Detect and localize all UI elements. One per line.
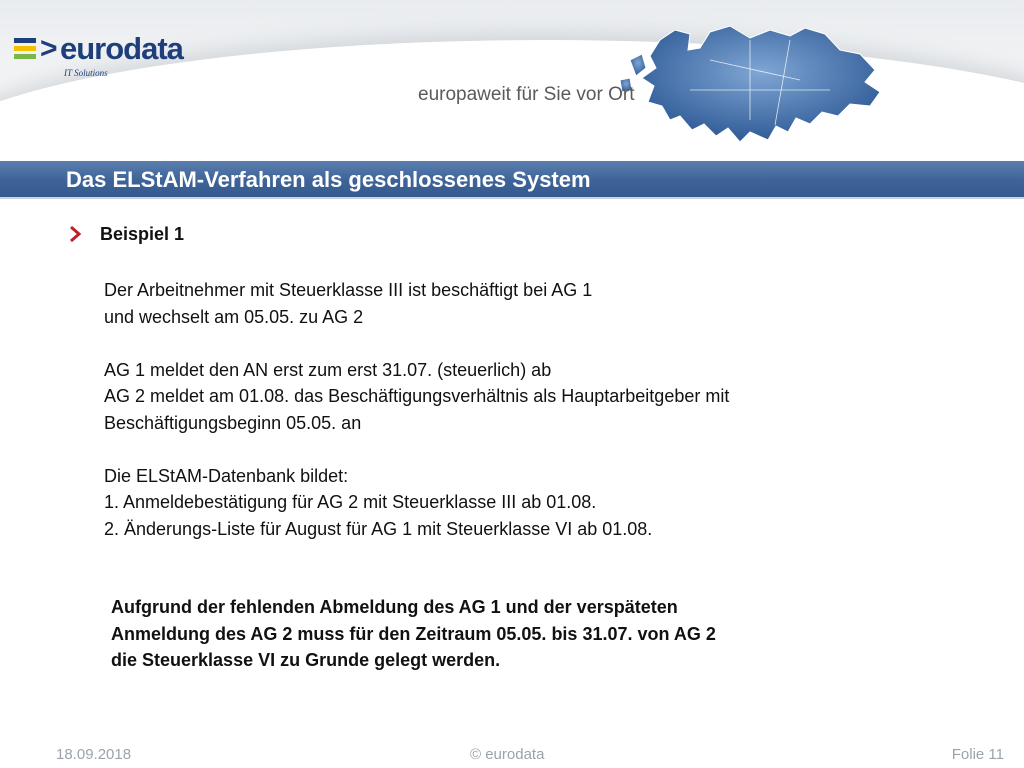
body-line: AG 1 meldet den AN erst zum erst 31.07. (steuerlich) ab xyxy=(104,359,552,380)
bullet-label: Beispiel 1 xyxy=(100,224,185,244)
title-bar xyxy=(0,161,1024,199)
europe-map-icon xyxy=(600,20,920,160)
body-line: 1. Anmeldebestätigung für AG 2 mit Steuerklasse III ab 01.08. xyxy=(104,492,597,512)
body-line: Die ELStAM-Datenbank bildet: xyxy=(104,465,349,486)
footer-copyright: © eurodata xyxy=(470,746,545,763)
body-line: Der Arbeitnehmer mit Steuerklasse III ist beschäftigt bei AG 1 xyxy=(104,280,593,300)
body-line: Beschäftigungsbeginn 05.05. an xyxy=(104,412,362,433)
logo-text: eurodata xyxy=(60,31,183,66)
footer-date: 18.09.2018 xyxy=(56,746,132,763)
logo-subtitle: IT Solutions xyxy=(64,68,108,78)
conclusion-line: Aufgrund der fehlenden Abmeldung des AG 1 und der verspäteten xyxy=(111,597,678,617)
slide-number: Folie 11 xyxy=(951,746,1004,763)
logo-bars xyxy=(14,38,36,62)
body-line: 2. Änderungs-Liste für August für AG 1 mit Steuerklasse VI ab 01.08. xyxy=(104,518,653,539)
body-line: AG 2 meldet am 01.08. das Beschäftigungsverhältnis als Hauptarbeitgeber mit xyxy=(104,386,730,406)
logo-arrow-icon: > xyxy=(40,32,58,65)
conclusion-line: die Steuerklasse VI zu Grunde gelegt werden. xyxy=(111,650,501,670)
conclusion-text xyxy=(111,594,971,674)
eurodata-logo xyxy=(14,30,214,80)
conclusion-line: Anmeldung des AG 2 muss für den Zeitraum 05.05. bis 31.07. von AG 2 xyxy=(111,623,716,644)
body-line: und wechselt am 05.05. zu AG 2 xyxy=(104,306,364,327)
chevron-right-icon xyxy=(68,224,82,244)
slide-footer xyxy=(0,744,1024,768)
tagline: europaweit für Sie vor Ort xyxy=(418,84,635,105)
page-title: Das ELStAM-Verfahren als geschlossenes System xyxy=(66,167,591,192)
body-text xyxy=(104,277,984,542)
